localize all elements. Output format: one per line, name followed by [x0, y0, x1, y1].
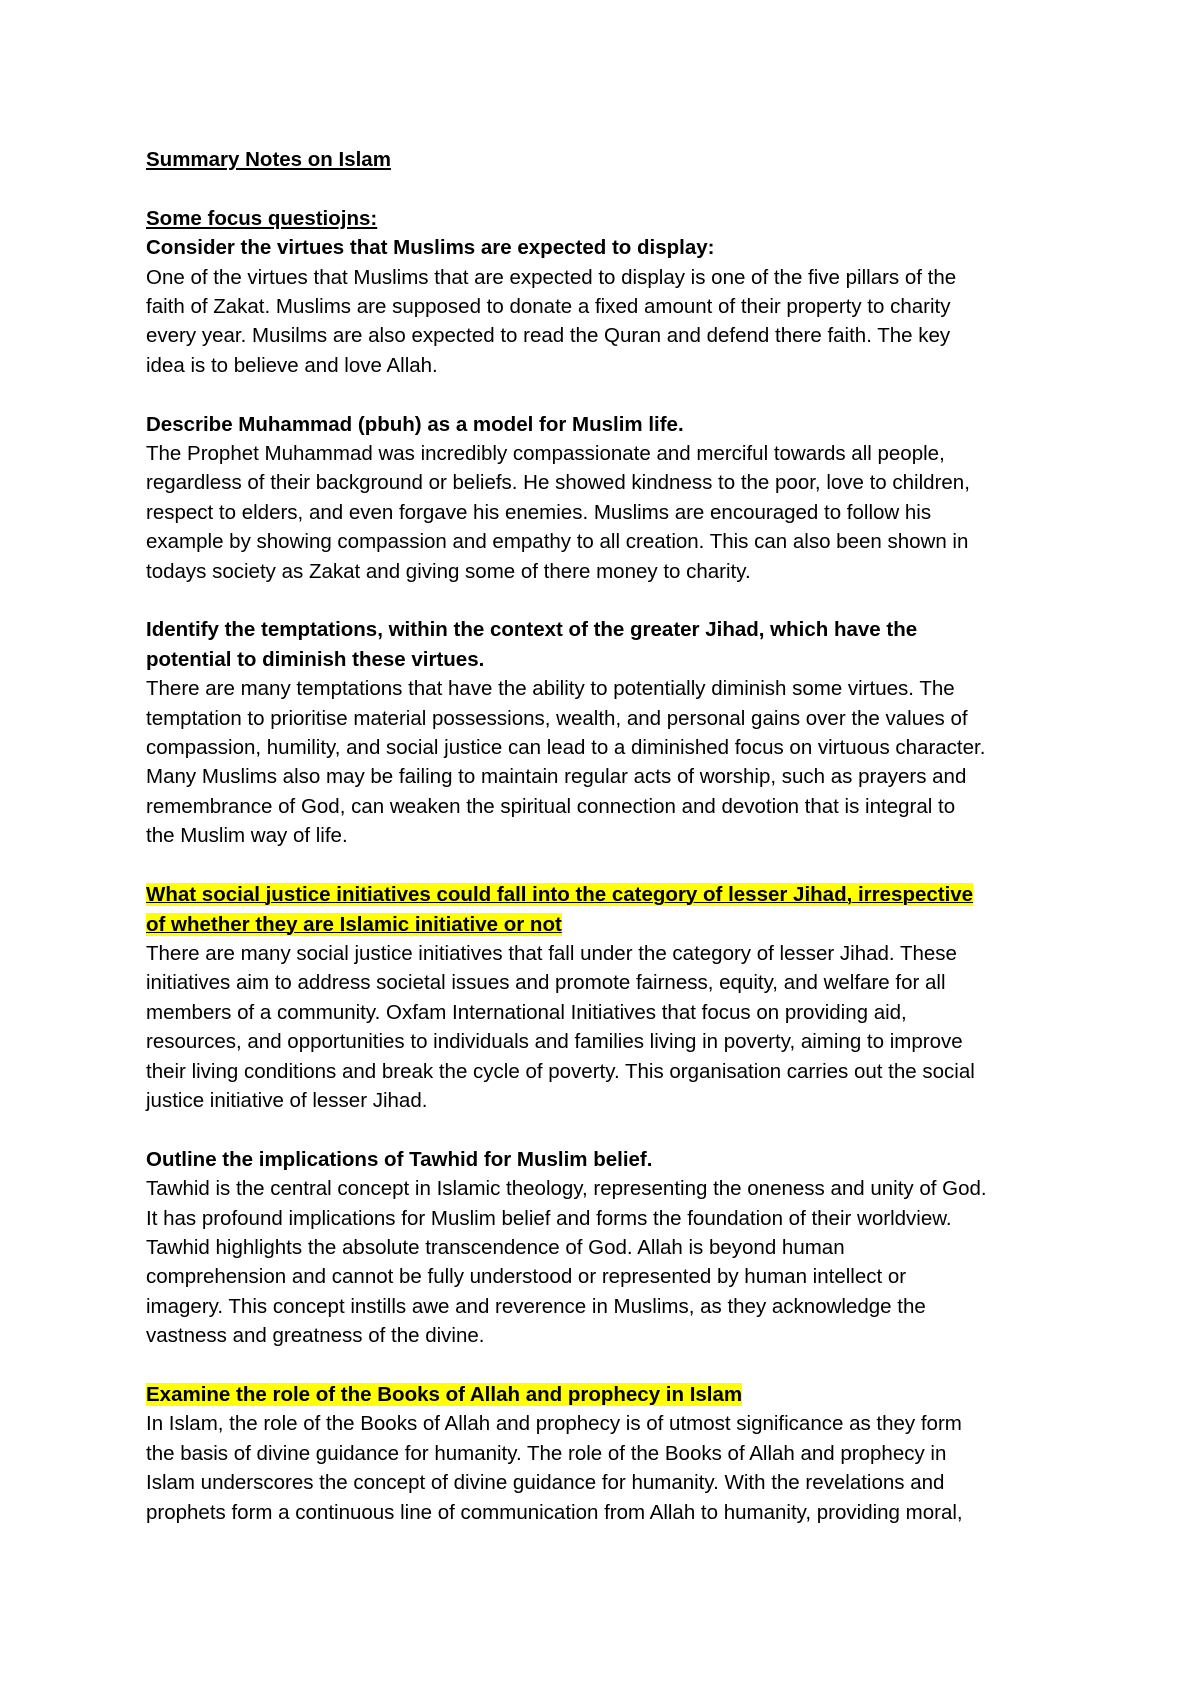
- question: Describe Muhammad (pbuh) as a model for Muslim life.: [146, 412, 684, 436]
- question: Consider the virtues that Muslims are expected to display:: [146, 236, 715, 260]
- answer-line: initiatives aim to address societal issues and promote fairness, equity, and welfare for all: [146, 971, 946, 995]
- spacer: [146, 1115, 1076, 1144]
- question-highlighted: [146, 1380, 1076, 1409]
- answer-line: One of the virtues that Muslims that are expected to display is one of the five pillars of the: [146, 265, 957, 289]
- answer-line: the Muslim way of life.: [146, 824, 348, 848]
- answer-line: example by showing compassion and empathy to all creation. This can also been shown in: [146, 530, 969, 554]
- answer-line: There are many social justice initiatives that fall under the category of lesser Jihad. These: [146, 941, 957, 965]
- answer-line: prophets form a continuous line of communication from Allah to humanity, providing moral,: [146, 1500, 963, 1524]
- question: Outline the implications of Tawhid for Muslim belief.: [146, 1147, 653, 1171]
- answer-line: imagery. This concept instills awe and reverence in Muslims, as they acknowledge the: [146, 1294, 926, 1318]
- spacer: [146, 380, 1076, 409]
- spacer: [146, 586, 1076, 615]
- section-virtues: [146, 233, 1076, 380]
- highlighted-text: Examine the role of the Books of Allah and prophecy in Islam: [146, 1382, 743, 1406]
- answer-line: In Islam, the role of the Books of Allah and prophecy is of utmost significance as they form: [146, 1412, 962, 1436]
- answer-line: resources, and opportunities to individuals and families living in poverty, aiming to improve: [146, 1030, 963, 1054]
- answer-line: every year. Musilms are also expected to read the Quran and defend there faith. The key: [146, 324, 951, 348]
- highlighted-text: of whether they are Islamic initiative or not: [146, 912, 562, 936]
- section-muhammad-model: [146, 410, 1076, 586]
- answer-line: remembrance of God, can weaken the spiritual connection and devotion that is integral to: [146, 794, 956, 818]
- focus-heading: Some focus questiojns:: [146, 206, 378, 230]
- document-page: [146, 145, 1076, 1527]
- answer-line: Islam underscores the concept of divine guidance for humanity. With the revelations and: [146, 1471, 945, 1495]
- question-highlighted: [146, 910, 1076, 939]
- answer-line: faith of Zakat. Muslims are supposed to donate a fixed amount of their property to charity: [146, 295, 951, 319]
- answer-line: regardless of their background or beliefs. He showed kindness to the poor, love to children,: [146, 471, 970, 495]
- answer-line: the basis of divine guidance for humanity. The role of the Books of Allah and prophecy in: [146, 1441, 947, 1465]
- answer-line: idea is to believe and love Allah.: [146, 353, 438, 377]
- highlighted-text: What social justice initiatives could fall into the category of lesser Jihad, irrespective: [146, 883, 974, 907]
- section-tawhid: [146, 1145, 1076, 1351]
- document-title: Summary Notes on Islam: [146, 148, 391, 171]
- answer-line: comprehension and cannot be fully understood or represented by human intellect or: [146, 1265, 907, 1289]
- answer-line: compassion, humility, and social justice can lead to a diminished focus on virtuous character.: [146, 736, 986, 760]
- spacer: [146, 1351, 1076, 1380]
- answer-line: their living conditions and break the cycle of poverty. This organisation carries out the social: [146, 1059, 975, 1083]
- answer-line: justice initiative of lesser Jihad.: [146, 1088, 428, 1112]
- section-lesser-jihad: [146, 880, 1076, 1115]
- answer-line: temptation to prioritise material possessions, wealth, and personal gains over the values of: [146, 706, 968, 730]
- spacer: [146, 851, 1076, 880]
- answer-line: Tawhid highlights the absolute transcendence of God. Allah is beyond human: [146, 1235, 845, 1259]
- question-highlighted: [146, 880, 1076, 909]
- answer-line: There are many temptations that have the ability to potentially diminish some virtues. The: [146, 677, 955, 701]
- answer-line: Tawhid is the central concept in Islamic theology, representing the oneness and unity of God.: [146, 1177, 987, 1201]
- section-temptations: [146, 615, 1076, 850]
- answer-line: The Prophet Muhammad was incredibly compassionate and merciful towards all people,: [146, 442, 945, 466]
- question: Identify the temptations, within the context of the greater Jihad, which have the: [146, 618, 918, 642]
- answer-line: vastness and greatness of the divine.: [146, 1324, 485, 1348]
- spacer: [146, 174, 1076, 203]
- answer-line: members of a community. Oxfam International Initiatives that focus on providing aid,: [146, 1000, 907, 1024]
- question: potential to diminish these virtues.: [146, 647, 485, 671]
- answer-line: It has profound implications for Muslim belief and forms the foundation of their worldview.: [146, 1206, 952, 1230]
- answer-line: Many Muslims also may be failing to maintain regular acts of worship, such as prayers and: [146, 765, 967, 789]
- answer-line: todays society as Zakat and giving some of there money to charity.: [146, 559, 751, 583]
- answer-line: respect to elders, and even forgave his enemies. Muslims are encouraged to follow his: [146, 500, 932, 524]
- section-books-prophecy: [146, 1380, 1076, 1527]
